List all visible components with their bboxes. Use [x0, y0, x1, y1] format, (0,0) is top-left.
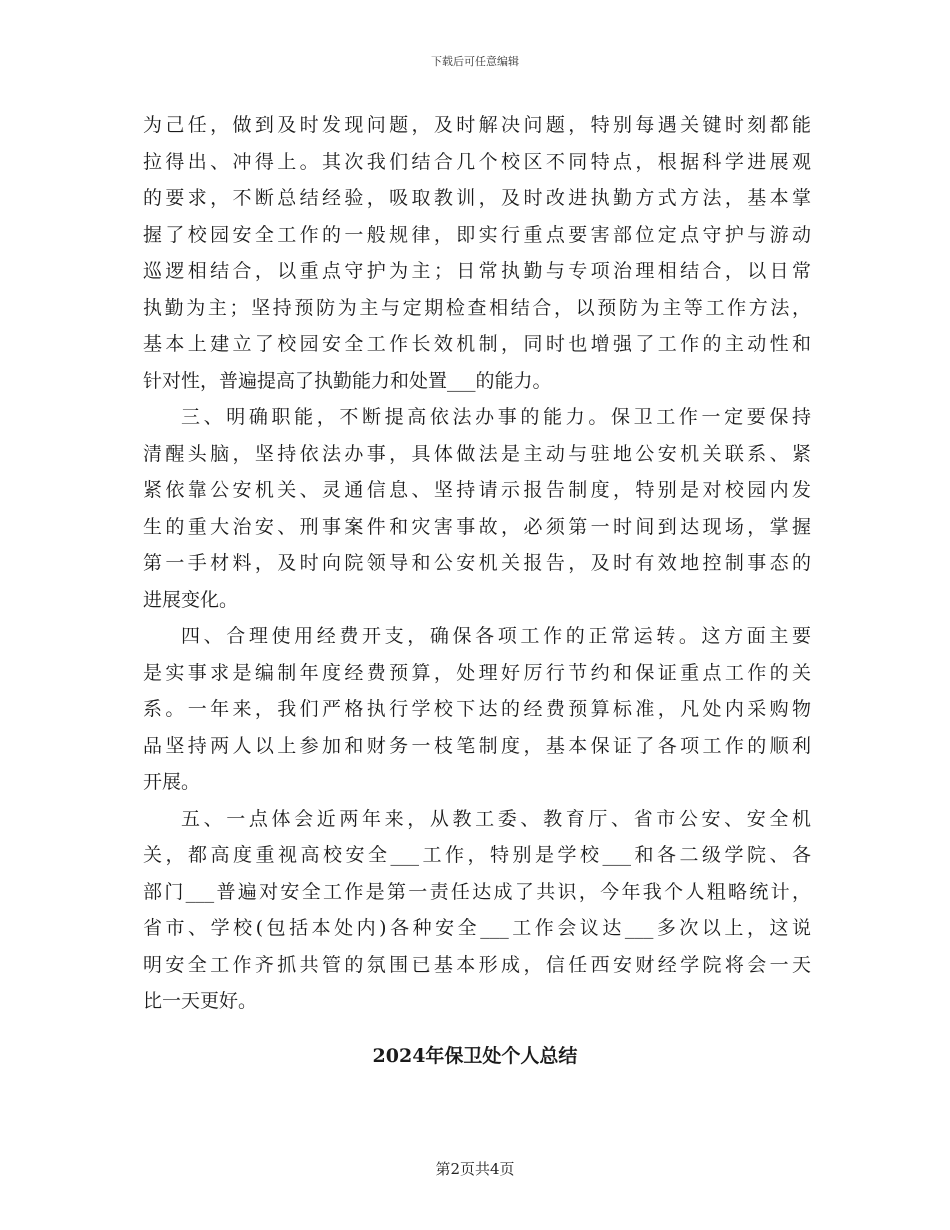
paragraph-section-4 [143, 618, 811, 801]
text-line: 比一天更好。 [143, 990, 258, 1012]
page-header: 下载后可任意编辑 [431, 55, 519, 68]
text-line: 拉得出、冲得上。其次我们结合几个校区不同特点，根据科学进展观 [143, 150, 811, 173]
text-line: 执勤为主；坚持预防为主与定期检查相结合，以预防为主等工作方法， [143, 296, 811, 319]
text-line: 五、一点体会近两年来，从教工委、教育厅、省市公安、安全机 [181, 807, 811, 830]
paragraph-section-3 [143, 399, 811, 618]
text-line: 基本上建立了校园安全工作长效机制，同时也增强了工作的主动性和 [143, 333, 811, 355]
text-line: 省市、学校(包括本处内)各种安全___工作会议达___多次以上，这说 [143, 917, 811, 939]
text-line: 进展变化。 [143, 588, 239, 611]
text-line: 生的重大治安、刑事案件和灾害事故，必须第一时间到达现场，掌握 [143, 515, 811, 538]
text-line: 巡逻相结合，以重点守护为主；日常执勤与专项治理相结合，以日常 [143, 260, 811, 282]
text-line: 部门___普遍对安全工作是第一责任达成了共识，今年我个人粗略统计， [143, 880, 811, 903]
document-title: 2024年保卫处个人总结 [372, 1045, 578, 1067]
page-number-footer: 第2页共4页 [435, 1160, 515, 1178]
text-line: 明安全工作齐抓共管的氛围已基本形成，信任西安财经学院将会一天 [143, 953, 811, 976]
text-line: 关，都高度重视高校安全___工作，特别是学校___和各二级学院、各 [143, 844, 811, 866]
text-line: 的要求，不断总结经验，吸取教训，及时改进执勤方式方法，基本掌 [143, 187, 811, 209]
text-line: 系。一年来，我们严格执行学校下达的经费预算标准，凡处内采购物 [143, 698, 811, 720]
text-line: 品坚持两人以上参加和财务一枝笔制度，基本保证了各项工作的顺利 [143, 734, 811, 757]
text-line: 清醒头脑，坚持依法办事，具体做法是主动与驻地公安机关联系、紧 [143, 442, 811, 465]
text-line: 三、明确职能，不断提高依法办事的能力。保卫工作一定要保持 [181, 406, 811, 428]
text-line: 第一手材料，及时向院领导和公安机关报告，及时有效地控制事态的 [143, 552, 811, 574]
document-body [143, 107, 811, 1020]
text-line: 针对性，普遍提高了执勤能力和处置___的能力。 [143, 369, 552, 392]
text-line: 握了校园安全工作的一般规律，即实行重点要害部位定点守护与游动 [143, 223, 811, 246]
text-line: 紧依靠公安机关、灵通信息、坚持请示报告制度，特别是对校园内发 [143, 479, 811, 501]
text-line: 四、合理使用经费开支，确保各项工作的正常运转。这方面主要 [181, 625, 811, 647]
paragraph-continued [143, 107, 811, 399]
text-line: 是实事求是编制年度经费预算，处理好厉行节约和保证重点工作的关 [143, 661, 811, 684]
text-line: 开展。 [143, 771, 201, 793]
paragraph-section-5 [143, 801, 811, 1020]
text-line: 为己任，做到及时发现问题，及时解决问题，特别每遇关键时刻都能 [143, 114, 811, 136]
